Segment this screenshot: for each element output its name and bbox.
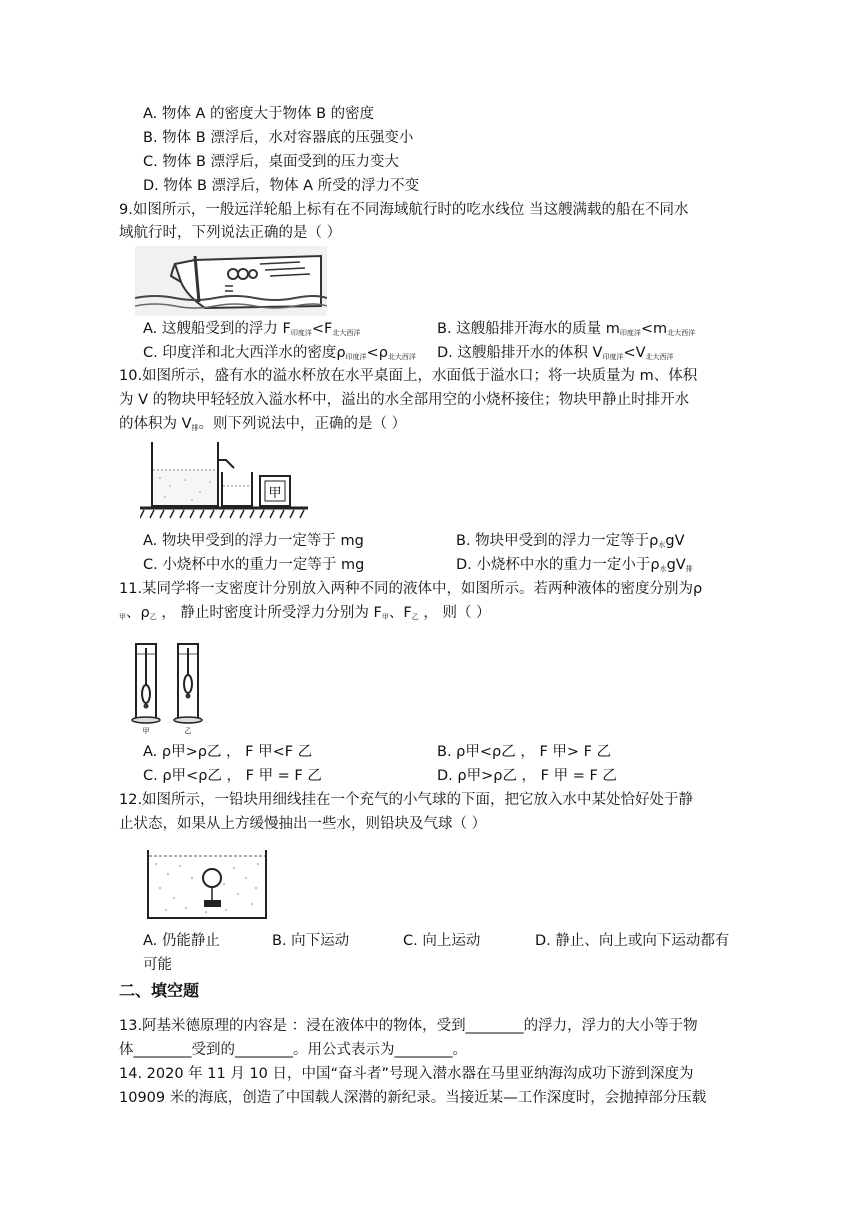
block-label: 甲 bbox=[268, 486, 282, 501]
q11-option-c: C. ρ甲<ρ乙 ， F 甲 = F 乙 bbox=[143, 768, 322, 784]
hydrometer-figure bbox=[128, 640, 218, 736]
q14-line1: 14. 2020 年 11 月 10 日，中国“奋斗者”号现入潜水器在马里亚纳海沟成功下游到深度为 bbox=[119, 1066, 694, 1082]
q9-stem-line1: 9.如图所示，一般远洋轮船上标有在不同海域航行时的吃水线位 当这艘满载的船在不同水 bbox=[119, 202, 689, 218]
overflow-cup-figure bbox=[140, 442, 312, 520]
q10-stem-line3: 的体积为 $V_排$。则下列说法中，正确的是（ ） bbox=[119, 416, 407, 432]
q8-option-d: D. 物体 B 漂浮后，物体 A 所受的浮力不变 bbox=[143, 178, 420, 194]
q10-option-c: C. 小烧杯中水的重力一定等于 mg bbox=[143, 557, 365, 573]
q11-option-a: A. ρ甲>ρ乙 ， F 甲<F 乙 bbox=[143, 744, 313, 760]
q12-option-d: D. 静止、向上或向下运动都有 bbox=[535, 933, 730, 949]
q8-option-b: B. 物体 B 漂浮后，水对容器底的压强变小 bbox=[143, 130, 414, 146]
q11-stem-line2: $_甲$、$\rho_乙$ ， 静止时密度计所受浮力分别为 $F_甲$、$F_乙$ ， 则（ ） bbox=[119, 605, 491, 621]
q12-stem-line1: 12.如图所示，一铅块用细线挂在一个充气的小气球的下面，把它放入水中某处恰好处于静 bbox=[119, 792, 694, 808]
cylinder-label-left: 甲 bbox=[142, 727, 150, 735]
q13-line2: 体________受到的________。用公式表示为________。 bbox=[119, 1042, 467, 1058]
q10-option-b: B. 物块甲受到的浮力一定等于$\rho_水gV$ bbox=[456, 533, 685, 549]
q10-stem-line2: 为 V 的物块甲轻轻放入溢水杯中，溢出的水全部用空的小烧杯接住；物块甲静止时排开水 bbox=[119, 392, 690, 408]
q12-stem-line2: 止状态，如果从上方缓慢抽出一些水，则铅块及气球（ ） bbox=[119, 816, 487, 832]
section-heading-fill-blank: 二、填空题 bbox=[119, 981, 200, 1000]
cylinder-label-right: 乙 bbox=[184, 727, 192, 735]
q12-option-b: B. 向下运动 bbox=[272, 933, 350, 949]
q11-stem-line1: 11.某同学将一支密度计分别放入两种不同的液体中，如图所示。若两种液体的密度分别为ρ bbox=[119, 581, 703, 597]
q11-option-d: D. ρ甲>ρ乙 ， F 甲 = F 乙 bbox=[437, 768, 617, 784]
q12-option-d-cont: 可能 bbox=[143, 957, 172, 973]
q8-option-a: A. 物体 A 的密度大于物体 B 的密度 bbox=[143, 106, 375, 122]
q8-option-c: C. 物体 B 漂浮后，桌面受到的压力变大 bbox=[143, 154, 400, 170]
q9-option-d: D. 这艘船排开水的体积 $V_{印度洋}<V_{北大西洋}$ bbox=[437, 345, 674, 361]
q10-stem-line1: 10.如图所示，盛有水的溢水杯放在水平桌面上，水面低于溢水口；将一块质量为 m、体积 bbox=[119, 368, 698, 384]
q14-line2: 10909 米的海底，创造了中国载人深潜的新纪录。当接近某—工作深度时，会抛掉部分压载 bbox=[119, 1090, 707, 1106]
q10-option-d: D. 小烧杯中水的重力一定小于$\rho_水gV_排$ bbox=[456, 557, 693, 573]
balloon-lead-figure bbox=[146, 848, 268, 920]
q11-option-b: B. ρ甲<ρ乙 ， F 甲> F 乙 bbox=[437, 744, 612, 760]
q10-option-a: A. 物块甲受到的浮力一定等于 mg bbox=[143, 533, 364, 549]
q12-option-c: C. 向上运动 bbox=[403, 933, 481, 949]
q9-option-a: A. 这艘船受到的浮力 $F_{印度洋}<F_{北大西洋}$ bbox=[143, 321, 361, 337]
q9-option-b: B. 这艘船排开海水的质量 $m_{印度洋}<m_{北大西洋}$ bbox=[437, 321, 696, 337]
q12-option-a: A. 仍能静止 bbox=[143, 933, 220, 949]
q13-line1: 13.阿基米德原理的内容是 ：浸在液体中的物体，受到________的浮力，浮力的大小等于物 bbox=[119, 1018, 698, 1034]
q9-option-c: C. 印度洋和北大西洋水的密度$\rho_{印度洋}<\rho_{北大西洋}$ bbox=[143, 345, 416, 361]
ship-waterline-figure bbox=[135, 246, 327, 316]
q9-stem-line2: 域航行时，下列说法正确的是（ ） bbox=[119, 225, 342, 241]
